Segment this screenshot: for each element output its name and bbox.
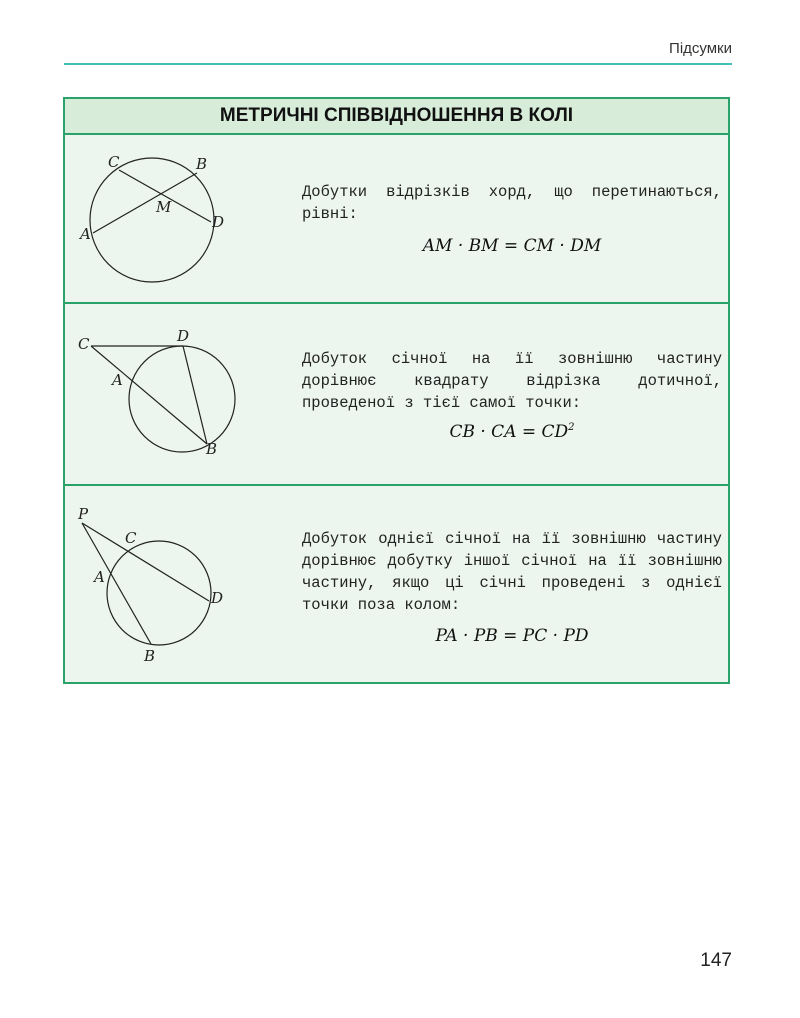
label-p: P bbox=[78, 505, 89, 523]
label-b: B bbox=[144, 647, 156, 665]
row-secant-tangent bbox=[65, 304, 728, 486]
row3-text: Добуток однієї січної на її зовнішню частину дорівнює добутку іншої січної на її зовнішню частину, якщо ці січні проведені з однієї точки поза колом: bbox=[302, 530, 722, 614]
intersecting-chords-figure bbox=[71, 135, 271, 302]
circle bbox=[129, 346, 235, 452]
row-intersecting-chords bbox=[65, 135, 728, 304]
label-b: B bbox=[196, 155, 208, 173]
page-number: 147 bbox=[700, 950, 732, 971]
label-m: M bbox=[156, 198, 172, 216]
two-secants-figure bbox=[71, 486, 271, 686]
secant-pb bbox=[82, 523, 151, 644]
label-b: B bbox=[206, 440, 218, 458]
label-a: A bbox=[112, 371, 123, 389]
label-d: D bbox=[177, 327, 190, 345]
box-title: МЕТРИЧНІ СПІВВІДНОШЕННЯ В КОЛІ bbox=[65, 99, 728, 135]
label-c: C bbox=[108, 153, 120, 171]
row2-formula-exponent: 2 bbox=[568, 422, 575, 433]
row-two-secants bbox=[65, 486, 728, 686]
label-d: D bbox=[212, 213, 225, 231]
label-a: A bbox=[80, 225, 91, 243]
summary-box bbox=[63, 97, 730, 684]
secant-tangent-figure bbox=[71, 304, 271, 484]
header-rule bbox=[64, 63, 732, 65]
row2-text: Добуток січної на її зовнішню частину дорівнює квадрату відрізка дотичної, проведеної з тієї самої точки: bbox=[302, 350, 722, 412]
circle bbox=[90, 158, 214, 282]
row1-formula: AM · BM = CM · DM bbox=[422, 236, 602, 256]
label-d: D bbox=[211, 589, 224, 607]
label-c: C bbox=[125, 529, 137, 547]
row2-formula-base: CB · CA = CD bbox=[449, 422, 569, 442]
row1-text: Добутки відрізків хорд, що перетинаються, рівні: bbox=[302, 183, 722, 223]
label-a: A bbox=[94, 568, 105, 586]
running-head: Підсумки bbox=[669, 40, 732, 57]
secant-pd bbox=[82, 523, 209, 601]
row3-formula: PA · PB = PC · PD bbox=[435, 626, 589, 646]
segment-db bbox=[183, 346, 207, 444]
secant-cb bbox=[91, 346, 207, 444]
label-c: C bbox=[78, 335, 90, 353]
chord-ab bbox=[93, 173, 197, 233]
row2-formula bbox=[302, 422, 722, 442]
